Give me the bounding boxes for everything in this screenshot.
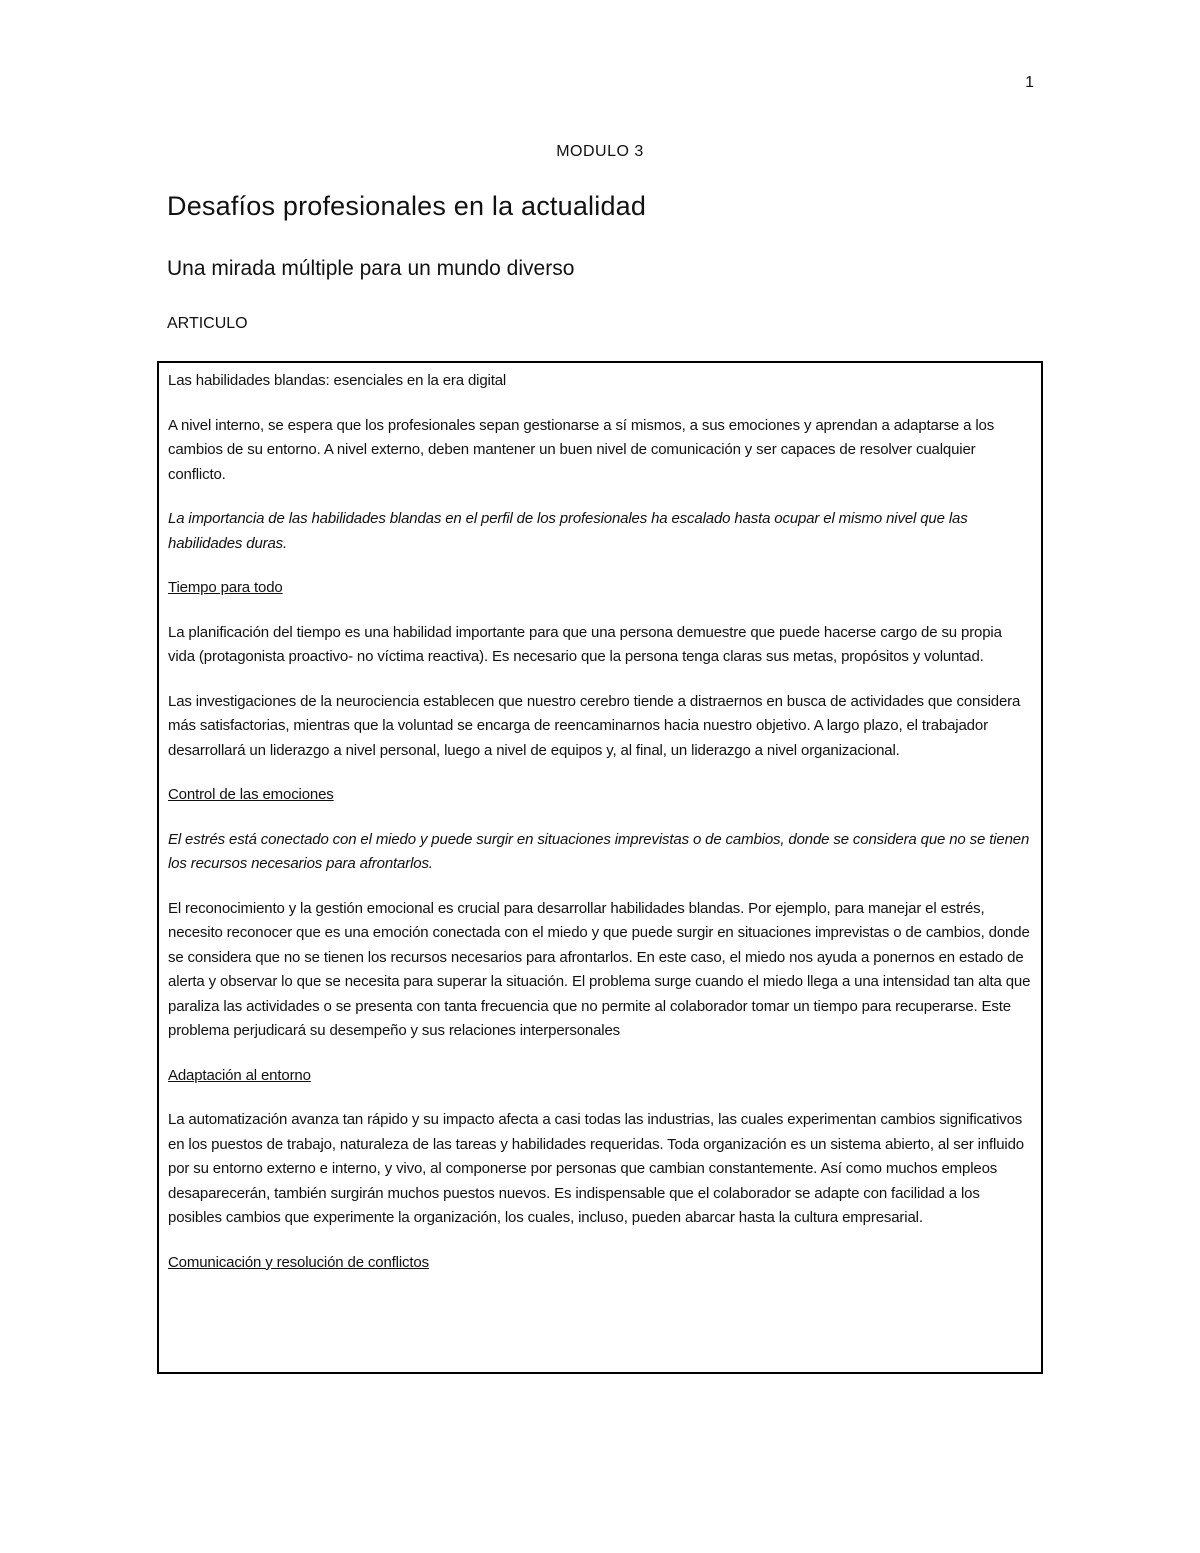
page-number: 1 [1025,74,1034,91]
article-intro-quote: La importancia de las habilidades blandas en el perfil de los profesionales ha escalado hasta ocupar el mismo nivel que las habilidades duras. [168,510,968,552]
section-heading-tiempo: Tiempo para todo [168,579,283,596]
article-box [157,361,1043,1374]
section-paragraph: La automatización avanza tan rápido y su impacto afecta a casi todas las industrias, las cuales experimentan cambios significativos en los puestos de trabajo, naturaleza de las tareas y habilidades requeridas. Toda organización es un sistema abierto, al ser influido por su entorno externo e interno, y vivo, al componerse por personas que cambian constantemente. Así como muchos empleos desaparecerán, también surgirán muchos puestos nuevos. Es indispensable que el colaborador se adapte con facilidad a los posibles cambios que experimente la organización, los cuales, incluso, pueden abarcar hasta la cultura empresarial. [168,1111,1024,1226]
section-heading-adaptacion: Adaptación al entorno [168,1066,311,1084]
section-heading-emociones: Control de las emociones [168,786,334,803]
section-paragraph: La planificación del tiempo es una habilidad importante para que una persona demuestre que puede hacerse cargo de su propia vida (protagonista proactivo- no víctima reactiva). Es necesario que la persona tenga claras sus metas, propósitos y voluntad. [168,623,1002,665]
document-title: Desafíos profesionales en la actualidad [167,191,647,221]
section-heading-comunicacion: Comunicación y resolución de conflictos [168,1253,429,1271]
section-paragraph: Las investigaciones de la neurociencia establecen que nuestro cerebro tiende a distraernos en busca de actividades que considera más satisfactorias, mientras que la voluntad se encarga de reencaminarnos hacia nuestro objetivo. A largo plazo, el trabajador desarrollará un liderazgo a nivel personal, luego a nivel de equipos y, al final, un liderazgo a nivel organizacional. [168,692,1021,759]
article-intro-title: Las habilidades blandas: esenciales en la era digital [168,372,507,389]
module-label: MODULO 3 [556,143,644,160]
section-paragraph: El reconocimiento y la gestión emocional es crucial para desarrollar habilidades blandas. Por ejemplo, para manejar el estrés, necesito reconocer que es una emoción conectada con el miedo y que puede surgir en situaciones imprevistas o de cambios, donde se considera que no se tienen los recursos necesarios para afrontarlos. En este caso, el miedo nos ayuda a ponernos en estado de alerta y observar lo que se necesita para superar la situación. El problema surge cuando el miedo llega a una intensidad tan alta que paraliza las actividades o se presenta con tanta frecuencia que no permite al colaborador tomar un tiempo para recuperarse. Este problema perjudicará su desempeño y sus relaciones interpersonales [168,899,1031,1039]
section-label: ARTICULO [167,315,248,332]
document-subtitle: Una mirada múltiple para un mundo diverso [167,257,575,280]
article-intro-paragraph: A nivel interno, se espera que los profesionales sepan gestionarse a sí mismos, a sus emociones y aprendan a adaptarse a los cambios de su entorno. A nivel externo, deben mantener un buen nivel de comunicación y ser capaces de resolver cualquier conflicto. [168,416,995,483]
section-quote: El estrés está conectado con el miedo y puede surgir en situaciones imprevistas o de cambios, donde se considera que no se tienen los recursos necesarios para afrontarlos. [168,830,1030,872]
